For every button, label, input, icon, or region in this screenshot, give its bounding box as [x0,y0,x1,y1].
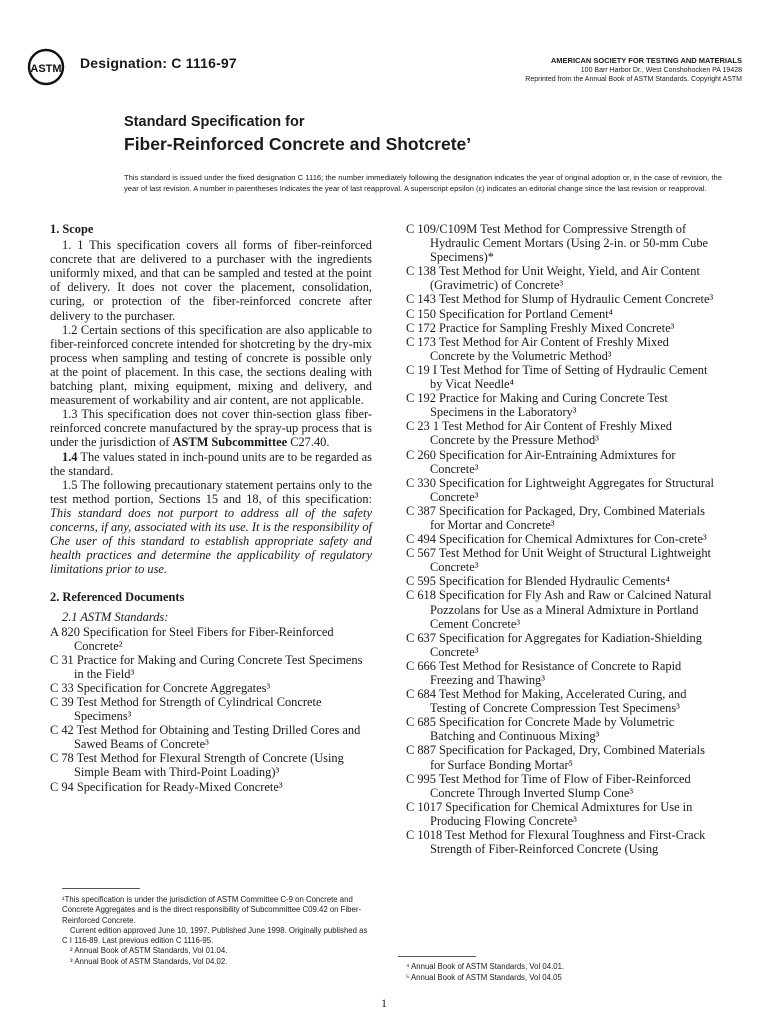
reference-item: C 172 Practice for Sampling Freshly Mixed Concrete³ [406,320,675,335]
footnote: Current edition approved June 10, 1997. Published June 1998. Originally published as C I 116-89. Last previous edition C 1116-95. [62,925,368,946]
reference-item: C 23 1 Test Method for Air Content of Freshly Mixed Concrete by the Pressure Method³ [406,419,672,448]
reference-item: C 330 Specification for Lightweight Aggregates for Structural Concrete³ [406,475,714,504]
left-column [50,222,372,794]
reference-item: C 1017 Specification for Chemical Admixtures for Use in Producing Flowing Concrete³ [406,799,693,828]
reference-item: C 138 Test Method for Unit Weight, Yield, and Air Content (Gravimetric) of Concrete³ [406,264,700,293]
scope-para-1-4-number: 1.4 [62,449,78,464]
society-address: 100 Barr Harbor Dr., West Conshohocken PA 19428 [580,66,742,74]
reference-item: C 150 Specification for Portland Cement⁴ [406,306,614,321]
reference-item: C 143 Test Method for Slump of Hydraulic Cement Concrete³ [406,292,714,307]
reference-item: C 94 Specification for Ready-Mixed Concrete³ [50,779,283,794]
reference-item: C 42 Test Method for Obtaining and Testing Drilled Cores and Sawed Beams of Concrete³ [50,723,361,752]
reference-list-left [50,625,372,794]
footnote: ³ Annual Book of ASTM Standards, Vol 04.02. [70,956,228,966]
scope-para-1-5 [50,478,372,577]
footnote: ⁴ Annual Book of ASTM Standards, Vol 04.01. [406,962,565,971]
right-column [406,222,716,856]
reference-item: C 685 Specification for Concrete Made by Volumetric Batching and Continuous Mixing³ [406,715,675,744]
society-reprint: Reprinted from the Annual Book of ASTM Standards. Copyright ASTM [525,76,742,83]
reference-item: C 31 Practice for Making and Curing Concrete Test Specimens in the Field³ [50,652,363,681]
reference-item: C 684 Test Method for Making, Accelerated Curing, and Testing of Concrete Compression Test Specimens³ [406,687,687,716]
reference-item: C 637 Specification for Aggregates for Kadiation-Shielding Concrete³ [406,630,702,659]
reference-item: C 78 Test Method for Flexural Strength of Concrete (Using Simple Beam with Third-Point Loading)³ [50,751,344,780]
reference-item: C 109/C109M Test Method for Compressive Strength of Hydraulic Cement Mortars (Using 2-in. or 50-mm Cube Specimens)* [406,222,709,265]
astm-subcommittee: ASTM Subcommittee [172,435,288,450]
reference-item: C 387 Specification for Packaged, Dry, Combined Materials for Mortar and Concrete³ [406,503,705,532]
reference-item: A 820 Specification for Steel Fibers for Fiber-Reinforced Concrete² [50,624,334,653]
footnotes-right [406,961,706,983]
footnote-rule-right [398,956,476,957]
reference-item: C 173 Test Method for Air Content of Freshly Mixed Concrete by the Volumetric Method³ [406,334,669,363]
footnote: ² Annual Book of ASTM Standards, Vol 01.04. [70,946,228,956]
astm-standards-intro: 2.1 ASTM Standards: [62,610,169,625]
society-name: AMERICAN SOCIETY FOR TESTING AND MATERIALS [550,56,742,65]
scope-para-1-2: 1.2 Certain sections of this specification are also applicable to fiber-reinforced concrete intended for shotcreting by the dry-mix process when sampling and testing of concrete is possible only at the point of placement. In this case, the sections dealing with batching plant, mixing equipment, mixing and delivery, and measurement of workability and air content, are not applicable. [50,322,372,408]
scope-para-1-5-text: 1.5 The following precautionary statement pertains only to the test method portion, Sections 15 and 18, of this specification: [50,477,372,506]
reference-item: C 33 Specification for Concrete Aggregates³ [50,680,271,695]
reference-item: C 595 Specification for Blended Hydraulic Cements⁴ [406,574,670,589]
reference-item: C 887 Specification for Packaged, Dry, Combined Materials for Surface Bonding Mortar⁵ [406,743,705,772]
reference-item: C 1018 Test Method for Flexural Toughness and First-Crack Strength of Fiber-Reinforced Concrete (Using [406,828,706,857]
references-heading: 2. Referenced Documents [50,590,185,605]
footnote: ¹This specification is under the jurisdiction of ASTM Committee C-9 on Concrete and Concrete Aggregates and is the direct responsibility of Subcommittee C09.42 on Fiber-Reinforced Concrete. [62,895,362,925]
scope-heading: 1. Scope [50,222,94,236]
astm-logo-icon [27,48,65,86]
scope-para-1-3-text: 1.3 This specification does not cover thin-section glass fiber-reinforced concrete manufactured by the spray-up process that is under the jurisdiction of [50,407,372,450]
standard-notice: This standard is issued under the fixed designation C 1116; the number immediately following the designation indicates the year of original adoption or, in the case of revision, the year of last revision. A number in parentheses Indicates the year of last reapproval. A superscript epsilon (ε) indicates an editorial change since the last revision or reapproval. [124,173,722,193]
scope-para-1-1: 1. 1 This specification covers all forms of fiber-reinforced concrete that are delivered to a purchaser with the ingredients uniformly mixed, and that can be sampled and tested at the point of delivery. It does not cover the placement, consolidation, curing, or protection of the fiber-reinforced concrete after delivery to the purchaser. [50,238,372,323]
scope-para-1-3-end: C27.40. [287,435,330,450]
page-title: Fiber-Reinforced Concrete and Shotcrete’ [124,134,472,154]
reference-item: C 567 Test Method for Unit Weight of Structural Lightweight Concrete³ [406,546,711,575]
scope-para-1-3 [50,407,372,449]
page-number: 1 [381,996,387,1010]
designation: Designation: C 1116-97 [80,55,237,71]
reference-item: C 19 I Test Method for Time of Setting of Hydraulic Cement by Vicat Needle⁴ [406,362,708,392]
footnote: ⁵ Annual Book of ASTM Standards, Vol 04.05 [406,973,562,982]
scope-para-1-4-text: The values stated in inch-pound units are to be regarded as the standard. [50,449,372,478]
scope-para-1-4 [50,450,372,478]
svg-text:ASTM: ASTM [30,63,62,75]
reference-item: C 666 Test Method for Resistance of Concrete to Rapid Freezing and Thawing³ [406,658,682,687]
footnote-rule-left [62,888,140,889]
reference-item: C 192 Practice for Making and Curing Concrete Test Specimens in the Laboratory³ [406,391,668,420]
reference-item: C 995 Test Method for Time of Flow of Fiber-Reinforced Concrete Through Inverted Slump Cone³ [406,771,691,800]
reference-item: C 618 Specification for Fly Ash and Raw or Calcined Natural Pozzolans for Use as a Mineral Admixture in Portland Cement Concrete³ [406,588,712,631]
footnotes-left [62,895,372,967]
reference-item: C 260 Specification for Air-Entraining Admixtures for Concrete³ [406,447,676,476]
reference-item: C 39 Test Method for Strength of Cylindrical Concrete Specimens³ [50,695,322,724]
reference-item: C 494 Specification for Chemical Admixtures for Con-crete³ [406,532,707,547]
standard-label: Standard Specification for [124,114,305,130]
reference-list-right [406,222,716,856]
society-block [442,56,742,85]
safety-statement: This standard does not purport to address all of the safety concerns, if any, associated with its use. It is the responsibility of Che user of this standard to establish appropriate safety and health practices and determine the applicability of regulatory limitations prior to use. [50,505,372,577]
